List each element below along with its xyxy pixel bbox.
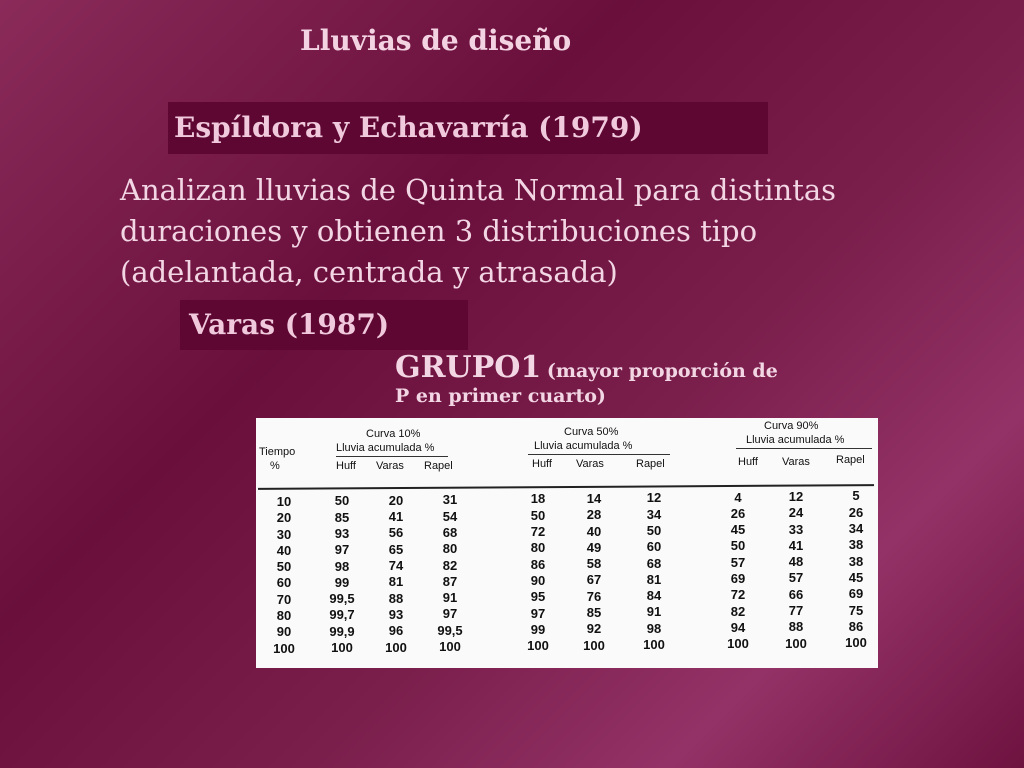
table-cell: 14	[586, 490, 602, 506]
table-cell: 60	[646, 539, 662, 555]
table-cell: 99,7	[329, 607, 355, 623]
table-cell: 56	[388, 525, 404, 541]
group-underline-90	[736, 448, 872, 449]
table-cell: 75	[848, 602, 864, 618]
paragraph-line: duraciones y obtienen 3 distribuciones tipo	[120, 214, 758, 248]
table-cell: 82	[730, 603, 746, 619]
table-cell: 12	[788, 488, 804, 504]
table-cell: 97	[334, 542, 350, 558]
table-cell: 97	[442, 606, 458, 622]
table-cell: 20	[388, 492, 404, 508]
table-cell: 69	[848, 586, 864, 602]
table-cell: 96	[388, 623, 404, 639]
table-cell: 41	[788, 537, 804, 553]
table-cell: 45	[848, 569, 864, 585]
table-cell: 38	[848, 553, 864, 569]
table-cell: 54	[442, 508, 458, 524]
table-cell: 90	[276, 624, 292, 640]
table-cell: 57	[788, 570, 804, 586]
table-cell: 91	[442, 590, 458, 606]
table-cell: 57	[730, 554, 746, 570]
table-cell: 98	[646, 620, 662, 636]
table-cell: 100	[785, 635, 807, 651]
paragraph-line: Analizan lluvias de Quinta Normal para distintas	[120, 173, 837, 207]
table-cell: 100	[331, 640, 353, 656]
table-cell: 80	[276, 608, 292, 624]
table-cell: 66	[788, 586, 804, 602]
table-cell: 10	[276, 493, 292, 509]
table-cell: 45	[730, 522, 746, 538]
table-cell: 40	[276, 542, 292, 558]
table-cell: 58	[586, 556, 602, 572]
table-cell: 12	[646, 490, 662, 506]
table-cell: 81	[388, 574, 404, 590]
table-cell: 85	[334, 509, 350, 525]
table-cell: 40	[586, 523, 602, 539]
tiempo-header: Tiempo	[259, 446, 296, 458]
table-cell: 49	[586, 539, 602, 555]
tiempo-unit-header: %	[270, 460, 280, 472]
table-cell: 38	[848, 537, 864, 553]
col-huff-90: Huff	[738, 456, 758, 468]
table-cell: 74	[388, 558, 404, 574]
table-cell: 93	[388, 606, 404, 622]
table-cell: 90	[530, 572, 546, 588]
table-cell: 86	[530, 556, 546, 572]
group-subtitle-50: Lluvia acumulada %	[534, 440, 633, 452]
table-cell: 100	[583, 637, 605, 653]
table-cell: 95	[530, 589, 546, 605]
col-varas-10: Varas	[376, 460, 404, 472]
table-cell: 82	[442, 557, 458, 573]
table-cell: 34	[848, 521, 864, 536]
col-huff-10: Huff	[336, 460, 356, 472]
table-cell: 50	[334, 493, 350, 509]
table-cell: 99,5	[437, 622, 463, 638]
col-huff-50: Huff	[532, 458, 552, 470]
table-cell: 20	[276, 510, 292, 526]
paragraph-line: (adelantada, centrada y atrasada)	[120, 255, 618, 289]
table-cell: 85	[586, 605, 602, 621]
table-cell: 18	[530, 491, 546, 507]
table-cell: 24	[788, 505, 804, 521]
slide-title: Lluvias de diseño	[300, 24, 572, 57]
group-label-block	[395, 350, 778, 407]
table-cell: 100	[385, 639, 407, 655]
table-cell: 86	[848, 618, 864, 634]
table-cell: 97	[530, 605, 546, 621]
group-underline-10	[336, 456, 448, 457]
group-title-90: Curva 90%	[764, 420, 819, 432]
table-cell: 99,9	[329, 623, 355, 639]
table-cell: 50	[646, 522, 662, 538]
table-cell: 76	[586, 588, 602, 604]
table-cell: 99,5	[329, 591, 355, 607]
table-cell: 70	[276, 591, 292, 607]
table-cell: 60	[276, 575, 292, 591]
table-cell: 88	[788, 619, 804, 635]
table-cell: 34	[646, 506, 662, 522]
table-cell: 87	[442, 573, 458, 589]
table-cell: 100	[527, 638, 549, 654]
heading-espildora: Espíldora y Echavarría (1979)	[168, 102, 768, 154]
col-varas-50: Varas	[576, 458, 604, 470]
table-cell: 91	[646, 604, 662, 620]
table-cell: 80	[530, 540, 546, 556]
table-cell: 93	[334, 525, 350, 541]
table-cell: 100	[845, 635, 867, 651]
rainfall-table	[256, 418, 878, 668]
col-varas-90: Varas	[782, 456, 810, 468]
table-cell: 98	[334, 558, 350, 574]
group-note-1: (mayor proporción de	[546, 360, 778, 382]
group-underline-50	[528, 454, 670, 455]
table-cell: 50	[276, 559, 292, 575]
table-cell: 84	[646, 588, 662, 604]
table-cell: 31	[442, 492, 458, 508]
table-cell: 28	[586, 507, 602, 523]
col-rapel-90: Rapel	[836, 454, 865, 466]
group-label: GRUPO1	[395, 350, 542, 385]
group-subtitle-90: Lluvia acumulada %	[746, 434, 845, 446]
table-cell: 100	[643, 637, 665, 653]
table-cell: 50	[530, 507, 546, 523]
table-cell: 68	[442, 524, 458, 540]
table-cell: 50	[730, 538, 746, 554]
table-cell: 99	[530, 621, 546, 637]
table-cell: 33	[788, 521, 804, 537]
group-note-2: P en primer cuarto)	[395, 385, 606, 407]
table-cell: 68	[646, 555, 662, 571]
table-cell: 92	[586, 621, 602, 637]
table-cell: 99	[334, 574, 350, 590]
group-title-10: Curva 10%	[366, 428, 421, 440]
group-title-50: Curva 50%	[564, 426, 619, 438]
table-cell: 65	[388, 541, 404, 557]
table-cell: 69	[730, 571, 746, 587]
table-cell: 67	[586, 572, 602, 588]
group-subtitle-10: Lluvia acumulada %	[336, 442, 435, 454]
table-cell: 100	[273, 640, 295, 656]
table-cell: 41	[388, 509, 404, 525]
col-rapel-50: Rapel	[636, 458, 665, 470]
table-cell: 72	[730, 587, 746, 603]
table-cell: 88	[388, 590, 404, 606]
table-cell: 48	[788, 554, 804, 570]
table-cell: 30	[276, 526, 292, 542]
description-paragraph	[120, 170, 1000, 293]
table-cell: 26	[730, 505, 746, 521]
table-cell: 94	[730, 619, 746, 635]
table-cell: 77	[788, 603, 804, 619]
table-cell: 100	[727, 636, 749, 652]
table-cell: 72	[530, 524, 546, 540]
heading-varas: Varas (1987)	[180, 300, 468, 350]
table-cell: 80	[442, 541, 458, 557]
table-cell: 5	[852, 488, 860, 504]
table-cell: 4	[734, 489, 742, 505]
col-rapel-10: Rapel	[424, 460, 453, 472]
table-cell: 26	[848, 504, 864, 520]
table-cell: 100	[439, 639, 461, 655]
table-cell: 81	[646, 571, 662, 587]
